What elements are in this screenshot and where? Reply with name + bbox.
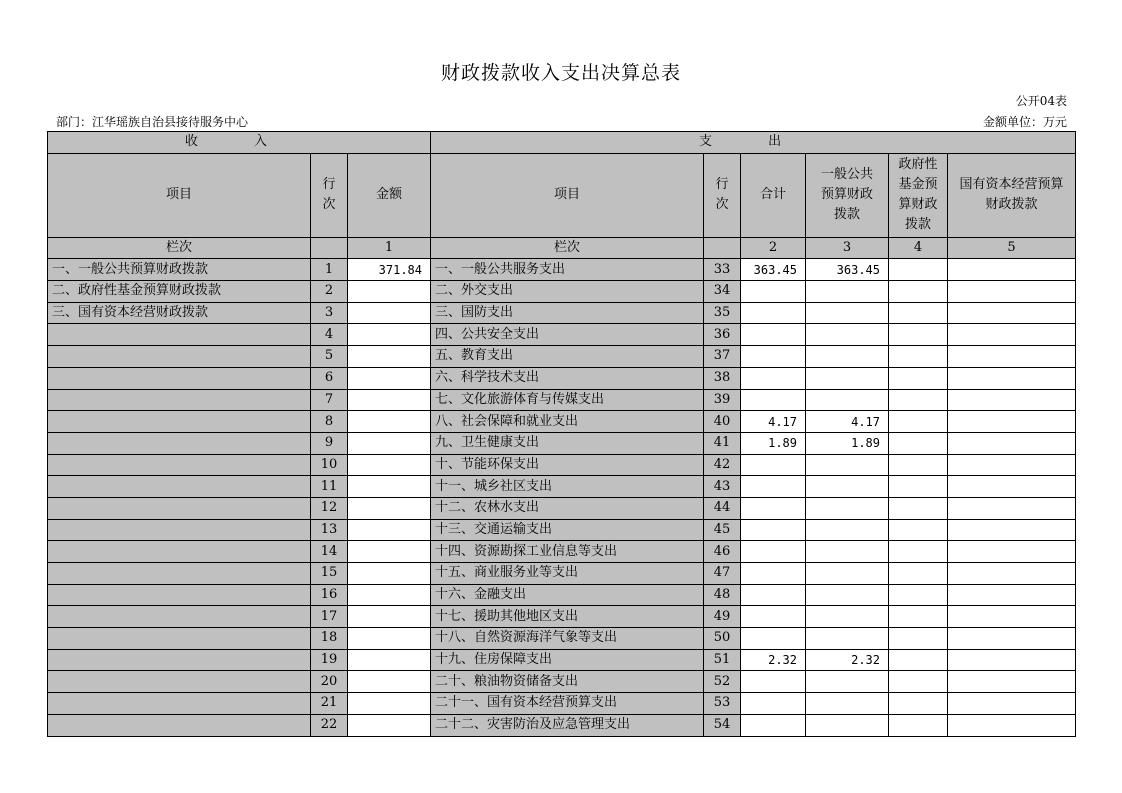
total-cell xyxy=(741,606,806,628)
gov-fund-cell xyxy=(889,324,948,346)
state-capital-cell xyxy=(948,432,1076,454)
column-header-row xyxy=(48,153,1076,237)
col-index-1: 1 xyxy=(348,237,431,259)
income-row-no-cell: 11 xyxy=(311,476,348,498)
column-index-row xyxy=(48,237,1076,259)
table-row xyxy=(48,259,1076,281)
expense-row-no-cell: 39 xyxy=(704,389,741,411)
table-row xyxy=(48,389,1076,411)
income-item-cell xyxy=(48,324,311,346)
income-row-no-cell: 17 xyxy=(311,606,348,628)
table-row xyxy=(48,649,1076,671)
income-row-no-cell: 5 xyxy=(311,346,348,368)
expense-row-no-header: 行次 xyxy=(704,153,741,237)
table-row xyxy=(48,281,1076,303)
col-index-5: 5 xyxy=(948,237,1076,259)
income-amount-cell xyxy=(348,649,431,671)
state-capital-cell xyxy=(948,302,1076,324)
general-public-cell xyxy=(806,693,889,715)
expense-item-cell: 十一、城乡社区支出 xyxy=(431,476,704,498)
general-public-cell xyxy=(806,519,889,541)
expense-item-header: 项目 xyxy=(431,153,704,237)
general-public-cell: 4.17 xyxy=(806,411,889,433)
state-capital-cell xyxy=(948,541,1076,563)
total-cell: 2.32 xyxy=(741,649,806,671)
income-item-cell xyxy=(48,606,311,628)
gov-fund-cell xyxy=(889,693,948,715)
table-row xyxy=(48,714,1076,736)
gov-fund-cell xyxy=(889,671,948,693)
state-capital-cell xyxy=(948,281,1076,303)
expense-row-no-cell: 45 xyxy=(704,519,741,541)
income-row-no-cell: 21 xyxy=(311,693,348,715)
expense-item-cell: 十六、金融支出 xyxy=(431,584,704,606)
income-amount-cell xyxy=(348,432,431,454)
expense-row-no-cell: 47 xyxy=(704,563,741,585)
expense-item-cell: 五、教育支出 xyxy=(431,346,704,368)
expense-item-cell: 二、外交支出 xyxy=(431,281,704,303)
income-amount-cell xyxy=(348,606,431,628)
gov-fund-cell xyxy=(889,281,948,303)
income-item-cell xyxy=(48,541,311,563)
state-capital-cell xyxy=(948,367,1076,389)
expense-item-cell: 二十、粮油物资储备支出 xyxy=(431,671,704,693)
total-cell xyxy=(741,281,806,303)
total-cell xyxy=(741,454,806,476)
income-item-cell xyxy=(48,476,311,498)
income-item-cell xyxy=(48,671,311,693)
state-capital-cell xyxy=(948,346,1076,368)
income-item-cell xyxy=(48,649,311,671)
general-public-cell xyxy=(806,606,889,628)
expense-row-no-cell: 34 xyxy=(704,281,741,303)
expense-item-cell: 三、国防支出 xyxy=(431,302,704,324)
gov-fund-cell xyxy=(889,259,948,281)
expense-row-no-cell: 42 xyxy=(704,454,741,476)
state-capital-cell xyxy=(948,693,1076,715)
table-number: 公开04表 xyxy=(1015,94,1067,108)
expense-item-cell: 十八、自然资源海洋气象等支出 xyxy=(431,628,704,650)
expense-item-cell: 十九、住房保障支出 xyxy=(431,649,704,671)
general-public-cell: 363.45 xyxy=(806,259,889,281)
income-item-cell xyxy=(48,346,311,368)
general-public-cell: 1.89 xyxy=(806,432,889,454)
table-row xyxy=(48,346,1076,368)
total-cell xyxy=(741,671,806,693)
department-label: 部门：江华瑶族自治县接待服务中心 xyxy=(56,115,249,129)
total-cell xyxy=(741,476,806,498)
expense-item-cell: 十二、农林水支出 xyxy=(431,497,704,519)
income-amount-cell xyxy=(348,497,431,519)
expense-row-no-cell: 50 xyxy=(704,628,741,650)
state-capital-header: 国有资本经营预算财政拨款 xyxy=(948,153,1076,237)
income-item-cell xyxy=(48,563,311,585)
income-amount-header: 金额 xyxy=(348,153,431,237)
income-row-no-cell: 8 xyxy=(311,411,348,433)
income-amount-cell xyxy=(348,281,431,303)
income-amount-cell xyxy=(348,671,431,693)
expense-item-cell: 六、科学技术支出 xyxy=(431,367,704,389)
expense-row-no-cell: 36 xyxy=(704,324,741,346)
total-cell xyxy=(741,389,806,411)
col-index-3: 3 xyxy=(806,237,889,259)
general-public-header: 一般公共预算财政拨款 xyxy=(806,153,889,237)
income-section-header: 收 入 xyxy=(48,132,431,154)
income-amount-cell xyxy=(348,476,431,498)
expense-item-cell: 二十一、国有资本经营预算支出 xyxy=(431,693,704,715)
total-cell xyxy=(741,302,806,324)
table-row xyxy=(48,454,1076,476)
expense-row-no-cell: 41 xyxy=(704,432,741,454)
income-amount-cell xyxy=(348,563,431,585)
expense-item-cell: 十七、援助其他地区支出 xyxy=(431,606,704,628)
state-capital-cell xyxy=(948,497,1076,519)
income-amount-cell xyxy=(348,714,431,736)
table-row xyxy=(48,476,1076,498)
general-public-cell xyxy=(806,454,889,476)
income-item-cell: 一、一般公共预算财政拨款 xyxy=(48,259,311,281)
total-header: 合计 xyxy=(741,153,806,237)
income-item-cell xyxy=(48,584,311,606)
general-public-cell xyxy=(806,302,889,324)
gov-fund-cell xyxy=(889,389,948,411)
general-public-cell xyxy=(806,346,889,368)
expense-row-no-cell: 46 xyxy=(704,541,741,563)
income-amount-cell xyxy=(348,454,431,476)
general-public-cell xyxy=(806,584,889,606)
state-capital-cell xyxy=(948,324,1076,346)
income-amount-cell xyxy=(348,324,431,346)
state-capital-cell xyxy=(948,714,1076,736)
income-row-no-cell: 4 xyxy=(311,324,348,346)
income-row-no-cell: 14 xyxy=(311,541,348,563)
income-row-no-cell: 19 xyxy=(311,649,348,671)
income-item-cell xyxy=(48,497,311,519)
table-row xyxy=(48,302,1076,324)
expense-row-no-cell: 54 xyxy=(704,714,741,736)
table-row xyxy=(48,628,1076,650)
expense-row-no-cell: 43 xyxy=(704,476,741,498)
blank-cell xyxy=(311,237,348,259)
table-row xyxy=(48,693,1076,715)
state-capital-cell xyxy=(948,389,1076,411)
expense-row-no-cell: 33 xyxy=(704,259,741,281)
income-item-header: 项目 xyxy=(48,153,311,237)
income-amount-cell xyxy=(348,346,431,368)
table-row xyxy=(48,606,1076,628)
state-capital-cell xyxy=(948,259,1076,281)
gov-fund-cell xyxy=(889,714,948,736)
expense-item-cell: 二十二、灾害防治及应急管理支出 xyxy=(431,714,704,736)
state-capital-cell xyxy=(948,563,1076,585)
table-row xyxy=(48,324,1076,346)
state-capital-cell xyxy=(948,454,1076,476)
income-row-no-cell: 9 xyxy=(311,432,348,454)
income-row-no-cell: 6 xyxy=(311,367,348,389)
total-cell: 1.89 xyxy=(741,432,806,454)
expense-section-header: 支 出 xyxy=(431,132,1076,154)
total-cell xyxy=(741,563,806,585)
gov-fund-header: 政府性基金预算财政拨款 xyxy=(889,153,948,237)
col-index-4: 4 xyxy=(889,237,948,259)
section-header-row xyxy=(48,132,1076,154)
income-item-cell xyxy=(48,411,311,433)
expense-item-cell: 九、卫生健康支出 xyxy=(431,432,704,454)
total-cell xyxy=(741,367,806,389)
gov-fund-cell xyxy=(889,628,948,650)
income-row-no-header: 行次 xyxy=(311,153,348,237)
income-amount-cell xyxy=(348,302,431,324)
state-capital-cell xyxy=(948,649,1076,671)
expense-item-cell: 十三、交通运输支出 xyxy=(431,519,704,541)
general-public-cell xyxy=(806,281,889,303)
income-item-cell xyxy=(48,628,311,650)
table-row xyxy=(48,671,1076,693)
expense-item-cell: 十四、资源勘探工业信息等支出 xyxy=(431,541,704,563)
expense-column-label: 栏次 xyxy=(431,237,704,259)
income-item-cell: 二、政府性基金预算财政拨款 xyxy=(48,281,311,303)
gov-fund-cell xyxy=(889,497,948,519)
gov-fund-cell xyxy=(889,346,948,368)
expense-row-no-cell: 49 xyxy=(704,606,741,628)
expense-row-no-cell: 35 xyxy=(704,302,741,324)
income-item-cell xyxy=(48,693,311,715)
income-row-no-cell: 3 xyxy=(311,302,348,324)
general-public-cell xyxy=(806,497,889,519)
income-row-no-cell: 18 xyxy=(311,628,348,650)
total-cell xyxy=(741,324,806,346)
gov-fund-cell xyxy=(889,584,948,606)
general-public-cell xyxy=(806,476,889,498)
income-amount-cell xyxy=(348,584,431,606)
general-public-cell xyxy=(806,367,889,389)
income-amount-cell xyxy=(348,411,431,433)
income-row-no-cell: 2 xyxy=(311,281,348,303)
income-item-cell xyxy=(48,367,311,389)
table-row xyxy=(48,432,1076,454)
expense-row-no-cell: 51 xyxy=(704,649,741,671)
table-row xyxy=(48,497,1076,519)
total-cell: 363.45 xyxy=(741,259,806,281)
general-public-cell xyxy=(806,563,889,585)
expense-row-no-cell: 53 xyxy=(704,693,741,715)
state-capital-cell xyxy=(948,476,1076,498)
expense-row-no-cell: 37 xyxy=(704,346,741,368)
income-row-no-cell: 10 xyxy=(311,454,348,476)
general-public-cell xyxy=(806,628,889,650)
income-row-no-cell: 12 xyxy=(311,497,348,519)
income-amount-cell: 371.84 xyxy=(348,259,431,281)
income-row-no-cell: 1 xyxy=(311,259,348,281)
blank-cell xyxy=(704,237,741,259)
expense-item-cell: 十、节能环保支出 xyxy=(431,454,704,476)
gov-fund-cell xyxy=(889,606,948,628)
expense-item-cell: 四、公共安全支出 xyxy=(431,324,704,346)
col-index-2: 2 xyxy=(741,237,806,259)
amount-unit-label: 金额单位：万元 xyxy=(982,115,1067,129)
income-row-no-cell: 16 xyxy=(311,584,348,606)
total-cell xyxy=(741,497,806,519)
total-cell: 4.17 xyxy=(741,411,806,433)
gov-fund-cell xyxy=(889,541,948,563)
gov-fund-cell xyxy=(889,367,948,389)
expense-item-cell: 十五、商业服务业等支出 xyxy=(431,563,704,585)
income-item-cell xyxy=(48,714,311,736)
income-column-label: 栏次 xyxy=(48,237,311,259)
income-amount-cell xyxy=(348,541,431,563)
gov-fund-cell xyxy=(889,649,948,671)
gov-fund-cell xyxy=(889,302,948,324)
general-public-cell: 2.32 xyxy=(806,649,889,671)
total-cell xyxy=(741,693,806,715)
income-item-cell xyxy=(48,454,311,476)
income-amount-cell xyxy=(348,628,431,650)
table-row xyxy=(48,411,1076,433)
total-cell xyxy=(741,541,806,563)
expense-row-no-cell: 52 xyxy=(704,671,741,693)
gov-fund-cell xyxy=(889,519,948,541)
table-row xyxy=(48,584,1076,606)
income-amount-cell xyxy=(348,367,431,389)
total-cell xyxy=(741,584,806,606)
income-row-no-cell: 20 xyxy=(311,671,348,693)
general-public-cell xyxy=(806,389,889,411)
expense-item-cell: 七、文化旅游体育与传媒支出 xyxy=(431,389,704,411)
page-title: 财政拨款收入支出决算总表 xyxy=(440,62,681,84)
income-item-cell xyxy=(48,432,311,454)
income-row-no-cell: 13 xyxy=(311,519,348,541)
income-row-no-cell: 22 xyxy=(311,714,348,736)
expense-row-no-cell: 38 xyxy=(704,367,741,389)
general-public-cell xyxy=(806,324,889,346)
expense-row-no-cell: 48 xyxy=(704,584,741,606)
income-item-cell xyxy=(48,519,311,541)
income-item-cell xyxy=(48,389,311,411)
state-capital-cell xyxy=(948,628,1076,650)
gov-fund-cell xyxy=(889,476,948,498)
total-cell xyxy=(741,519,806,541)
expense-row-no-cell: 40 xyxy=(704,411,741,433)
total-cell xyxy=(741,714,806,736)
gov-fund-cell xyxy=(889,563,948,585)
general-public-cell xyxy=(806,541,889,563)
total-cell xyxy=(741,346,806,368)
income-row-no-cell: 15 xyxy=(311,563,348,585)
income-amount-cell xyxy=(348,519,431,541)
general-public-cell xyxy=(806,671,889,693)
gov-fund-cell xyxy=(889,432,948,454)
gov-fund-cell xyxy=(889,454,948,476)
state-capital-cell xyxy=(948,519,1076,541)
income-amount-cell xyxy=(348,389,431,411)
gov-fund-cell xyxy=(889,411,948,433)
table-row xyxy=(48,563,1076,585)
general-public-cell xyxy=(806,714,889,736)
state-capital-cell xyxy=(948,671,1076,693)
table-row xyxy=(48,519,1076,541)
total-cell xyxy=(741,628,806,650)
state-capital-cell xyxy=(948,411,1076,433)
state-capital-cell xyxy=(948,606,1076,628)
budget-summary-table xyxy=(47,131,1076,737)
expense-row-no-cell: 44 xyxy=(704,497,741,519)
expense-item-cell: 八、社会保障和就业支出 xyxy=(431,411,704,433)
state-capital-cell xyxy=(948,584,1076,606)
income-row-no-cell: 7 xyxy=(311,389,348,411)
income-amount-cell xyxy=(348,693,431,715)
table-row xyxy=(48,367,1076,389)
income-item-cell: 三、国有资本经营财政拨款 xyxy=(48,302,311,324)
table-row xyxy=(48,541,1076,563)
expense-item-cell: 一、一般公共服务支出 xyxy=(431,259,704,281)
